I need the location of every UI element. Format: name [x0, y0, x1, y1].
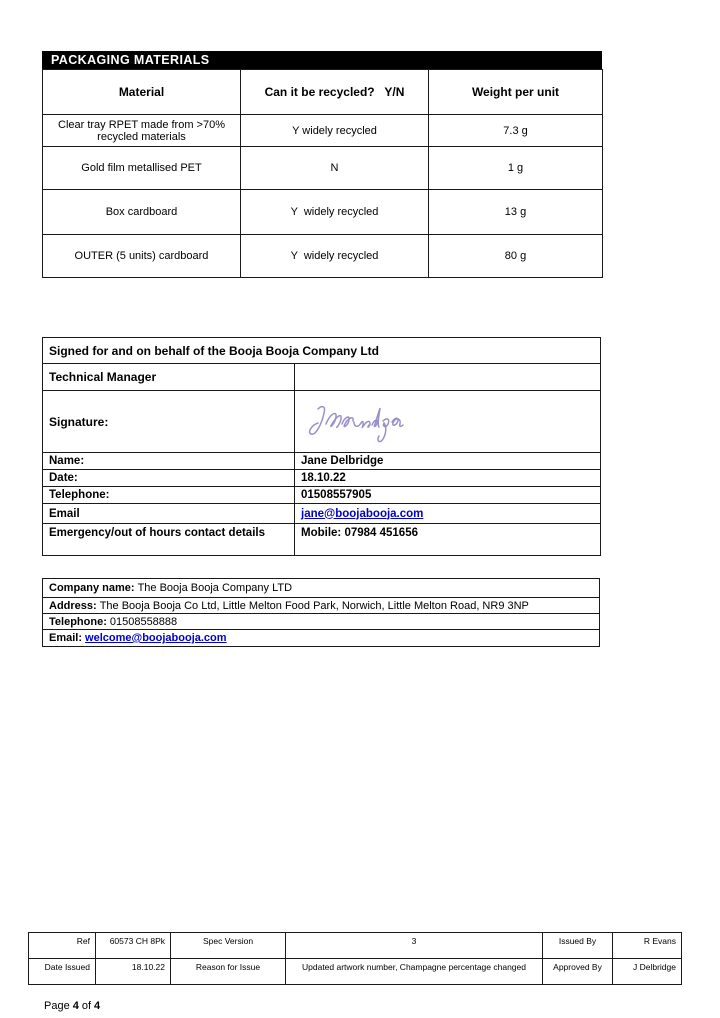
approved-by-label: Approved By [543, 959, 613, 985]
material-cell: OUTER (5 units) cardboard [43, 235, 241, 278]
role-label: Technical Manager [43, 364, 295, 391]
packaging-table [42, 69, 603, 278]
table-row [43, 190, 603, 235]
table-row [43, 235, 603, 278]
company-email-cell [43, 630, 600, 647]
signature-image [301, 398, 594, 446]
packaging-header-row [43, 70, 603, 115]
table-row [43, 630, 600, 647]
spec-version-label: Spec Version [171, 933, 286, 959]
issued-by-value: R Evans [613, 933, 682, 959]
table-row [29, 959, 682, 985]
name-value: Jane Delbridge [295, 453, 601, 470]
weight-cell: 80 g [429, 235, 603, 278]
recyclable-cell: N [241, 147, 429, 190]
date-value: 18.10.22 [295, 470, 601, 487]
company-table [42, 578, 600, 647]
company-email-label: Email: [49, 632, 83, 644]
emergency-value: Mobile: 07984 451656 [295, 524, 601, 556]
recyclable-cell: Y widely recycled [241, 235, 429, 278]
emergency-label: Emergency/out of hours contact details [43, 524, 295, 556]
company-telephone-label: Telephone: [49, 615, 107, 628]
table-row [43, 504, 601, 524]
material-cell: Gold film metallised PET [43, 147, 241, 190]
revision-table [28, 932, 682, 985]
company-telephone-value: 01508558888 [109, 615, 178, 628]
company-address-value: The Booja Booja Co Ltd, Little Melton Food Park, Norwich, Little Melton Road, NR9 3NP [99, 599, 529, 612]
email-link[interactable]: jane@boojabooja.com [301, 507, 424, 520]
company-address-label: Address: [49, 599, 97, 612]
signature-cell [295, 391, 601, 453]
table-row [43, 524, 601, 556]
weight-cell: 13 g [429, 190, 603, 235]
table-row [43, 391, 601, 453]
email-value-cell [295, 504, 601, 524]
date-issued-label: Date Issued [29, 959, 96, 985]
material-cell: Box cardboard [43, 190, 241, 235]
page-number-total: 4 [94, 1000, 101, 1012]
table-row [43, 453, 601, 470]
company-telephone-cell [43, 614, 600, 630]
company-name-label: Company name: [49, 582, 135, 594]
page-number [44, 1000, 103, 1012]
email-label: Email [43, 504, 295, 524]
company-address-cell [43, 598, 600, 614]
signoff-table [42, 337, 601, 556]
date-issued-value: 18.10.22 [96, 959, 171, 985]
role-value-cell [295, 364, 601, 391]
name-label: Name: [43, 453, 295, 470]
table-row [43, 364, 601, 391]
table-row [29, 933, 682, 959]
page-number-prefix: Page [44, 1000, 70, 1012]
signoff-header: Signed for and on behalf of the Booja Booja Company Ltd [43, 338, 601, 364]
packaging-section [42, 51, 602, 278]
company-email-link[interactable]: welcome@boojabooja.com [85, 632, 227, 644]
signature-label: Signature: [43, 391, 295, 453]
company-name-cell [43, 579, 600, 598]
col-header-material: Material [43, 70, 241, 115]
date-label: Date: [43, 470, 295, 487]
table-row [43, 115, 603, 147]
signoff-header-row [43, 338, 601, 364]
table-row [43, 487, 601, 504]
recyclable-cell: Y widely recycled [241, 190, 429, 235]
col-header-recyclable: Can it be recycled? Y/N [241, 70, 429, 115]
telephone-label: Telephone: [43, 487, 295, 504]
table-row [43, 147, 603, 190]
spec-version-value: 3 [286, 933, 543, 959]
weight-cell: 1 g [429, 147, 603, 190]
reason-for-issue-value: Updated artwork number, Champagne percentage changed [286, 959, 543, 985]
table-row [43, 598, 600, 614]
table-row [43, 614, 600, 630]
ref-value: 60573 CH 8Pk [96, 933, 171, 959]
page-number-current: 4 [72, 1000, 79, 1012]
issued-by-label: Issued By [543, 933, 613, 959]
col-header-weight: Weight per unit [429, 70, 603, 115]
table-row [43, 470, 601, 487]
reason-for-issue-label: Reason for Issue [171, 959, 286, 985]
table-row [43, 579, 600, 598]
ref-label: Ref [29, 933, 96, 959]
approved-by-value: J Delbridge [613, 959, 682, 985]
page-number-middle: of [81, 1000, 92, 1012]
packaging-title: PACKAGING MATERIALS [42, 51, 602, 69]
recyclable-cell: Y widely recycled [241, 115, 429, 147]
telephone-value: 01508557905 [295, 487, 601, 504]
company-name-value: The Booja Booja Company LTD [137, 582, 293, 594]
weight-cell: 7.3 g [429, 115, 603, 147]
material-cell: Clear tray RPET made from >70% recycled materials [43, 115, 241, 147]
